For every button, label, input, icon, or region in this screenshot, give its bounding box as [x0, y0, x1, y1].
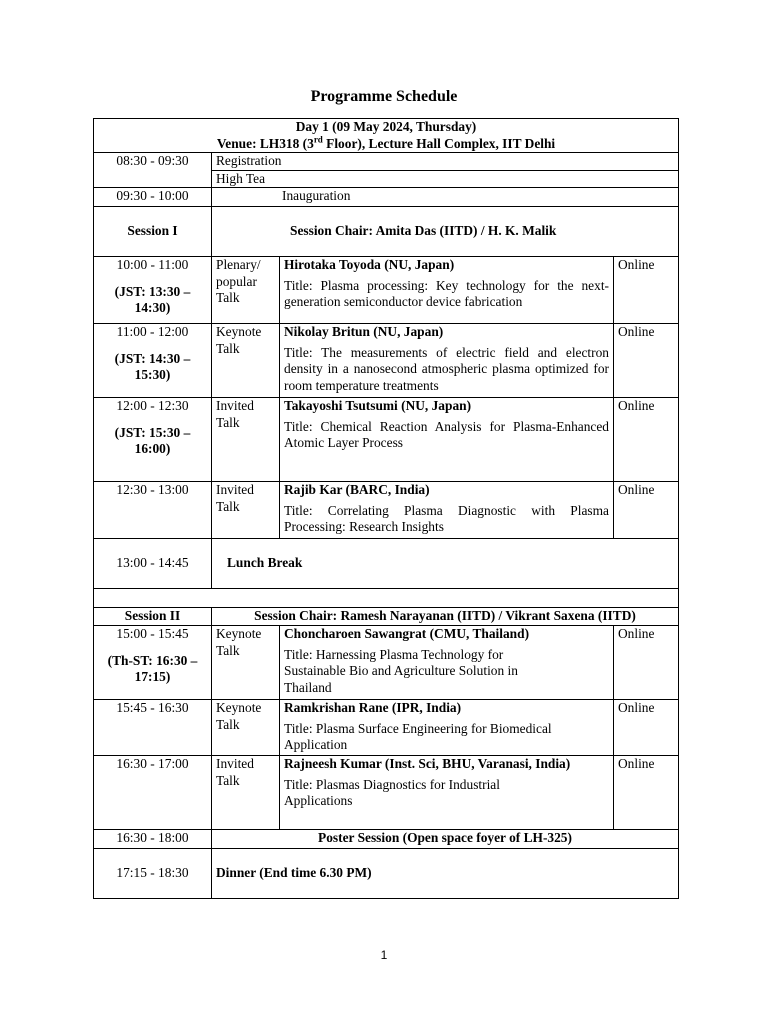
talk-title: Title: Plasma Surface Engineering for Biomedical Application	[284, 720, 552, 752]
talk-time: 12:30 - 13:00	[116, 482, 189, 497]
talk-speaker: Ramkrishan Rane (IPR, India)	[284, 700, 462, 715]
registration-row	[94, 153, 679, 171]
talk-type: Plenary/ popular Talk	[212, 257, 280, 324]
session-1-chair: Session Chair: Amita Das (IITD) / H. K. Malik	[212, 207, 679, 257]
session-2-label: Session II	[94, 608, 212, 626]
talk-type: Keynote Talk	[212, 700, 280, 756]
talk-type: Invited Talk	[212, 398, 280, 482]
talk-row	[94, 700, 679, 756]
poster-label: Poster Session (Open space foyer of LH-325)	[212, 830, 679, 849]
dinner-label: Dinner (End time 6.30 PM)	[212, 849, 679, 899]
lunch-time: 13:00 - 14:45	[94, 539, 212, 589]
talk-row	[94, 257, 679, 324]
talk-detail-cell	[280, 700, 614, 756]
talk-mode: Online	[614, 324, 679, 398]
talk-local-time: (Th-ST: 16:30 – 17:15)	[107, 652, 198, 684]
talk-title: Title: The measurements of electric field and electron density in a nanosecond atmospheric plasma optimized for room temperature treatments	[284, 344, 609, 393]
schedule-table	[93, 118, 679, 899]
talk-title: Title: Plasma processing: Key technology for the next-generation semiconductor device fabrication	[284, 277, 609, 309]
talk-row	[94, 756, 679, 830]
inauguration-label: Inauguration	[212, 188, 679, 207]
talk-detail-cell	[280, 626, 614, 700]
day-header-row	[94, 119, 679, 153]
registration-label: Registration	[212, 153, 679, 171]
high-tea-label: High Tea	[212, 170, 679, 188]
talk-type: Keynote Talk	[212, 626, 280, 700]
page-title: Programme Schedule	[310, 88, 458, 105]
talk-speaker: Nikolay Britun (NU, Japan)	[284, 324, 444, 339]
talk-speaker: Takayoshi Tsutsumi (NU, Japan)	[284, 398, 472, 413]
talk-time-cell	[94, 756, 212, 830]
talk-type: Keynote Talk	[212, 324, 280, 398]
talk-row	[94, 324, 679, 398]
talk-mode: Online	[614, 482, 679, 539]
talk-title: Title: Chemical Reaction Analysis for Plasma-Enhanced Atomic Layer Process	[284, 418, 609, 450]
talk-time-cell	[94, 257, 212, 324]
inauguration-row	[94, 188, 679, 207]
talk-speaker: Hirotaka Toyoda (NU, Japan)	[284, 257, 455, 272]
talk-type: Invited Talk	[212, 756, 280, 830]
talk-detail-cell	[280, 398, 614, 482]
spacer-cell	[94, 589, 679, 608]
talk-local-time: (JST: 15:30 – 16:00)	[114, 424, 191, 456]
session-2-row	[94, 608, 679, 626]
talk-title: Title: Plasmas Diagnostics for Industrial Applications	[284, 776, 500, 808]
talk-mode: Online	[614, 626, 679, 700]
dinner-row	[94, 849, 679, 899]
talk-mode: Online	[614, 257, 679, 324]
session-1-label: Session I	[94, 207, 212, 257]
talk-local-time: (JST: 14:30 – 15:30)	[114, 350, 191, 382]
talk-time-cell	[94, 324, 212, 398]
day-line: Day 1 (09 May 2024, Thursday)	[295, 119, 477, 134]
lunch-row	[94, 539, 679, 589]
talk-local-time: (JST: 13:30 – 14:30)	[114, 283, 191, 315]
talk-time: 16:30 - 17:00	[116, 756, 189, 771]
lunch-label: Lunch Break	[212, 539, 679, 589]
registration-time: 08:30 - 09:30	[94, 153, 212, 188]
day-header-cell	[94, 119, 679, 153]
talk-detail-cell	[280, 756, 614, 830]
talk-speaker: Rajneesh Kumar (Inst. Sci, BHU, Varanasi, India)	[284, 756, 571, 771]
talk-row	[94, 398, 679, 482]
talk-mode: Online	[614, 756, 679, 830]
talk-title: Title: Correlating Plasma Diagnostic with Plasma Processing: Research Insights	[284, 502, 609, 534]
talk-detail-cell	[280, 482, 614, 539]
page-number: 1	[380, 948, 388, 962]
talk-time-cell	[94, 626, 212, 700]
session-2-chair: Session Chair: Ramesh Narayanan (IITD) / Vikrant Saxena (IITD)	[212, 608, 679, 626]
talk-type: Invited Talk	[212, 482, 280, 539]
talk-time: 15:00 - 15:45	[116, 626, 189, 641]
talk-mode: Online	[614, 398, 679, 482]
spacer-row	[94, 589, 679, 608]
talk-speaker: Choncharoen Sawangrat (CMU, Thailand)	[284, 626, 530, 641]
talk-title: Title: Harnessing Plasma Technology for Sustainable Bio and Agriculture Solution in Thailand	[284, 646, 518, 695]
talk-row	[94, 626, 679, 700]
talk-time: 15:45 - 16:30	[116, 700, 189, 715]
talk-speaker: Rajib Kar (BARC, India)	[284, 482, 430, 497]
venue-line: Venue: LH318 (3rd Floor), Lecture Hall Complex, IIT Delhi	[216, 134, 556, 151]
talk-mode: Online	[614, 700, 679, 756]
dinner-time: 17:15 - 18:30	[94, 849, 212, 899]
talk-time: 12:00 - 12:30	[116, 398, 189, 413]
talk-time-cell	[94, 482, 212, 539]
talk-time: 11:00 - 12:00	[116, 324, 189, 339]
talk-row	[94, 482, 679, 539]
poster-time: 16:30 - 18:00	[94, 830, 212, 849]
talk-detail-cell	[280, 324, 614, 398]
talk-time: 10:00 - 11:00	[116, 257, 189, 272]
talk-time-cell	[94, 398, 212, 482]
inauguration-time: 09:30 - 10:00	[94, 188, 212, 207]
poster-row	[94, 830, 679, 849]
talk-detail-cell	[280, 257, 614, 324]
session-1-row	[94, 207, 679, 257]
talk-time-cell	[94, 700, 212, 756]
